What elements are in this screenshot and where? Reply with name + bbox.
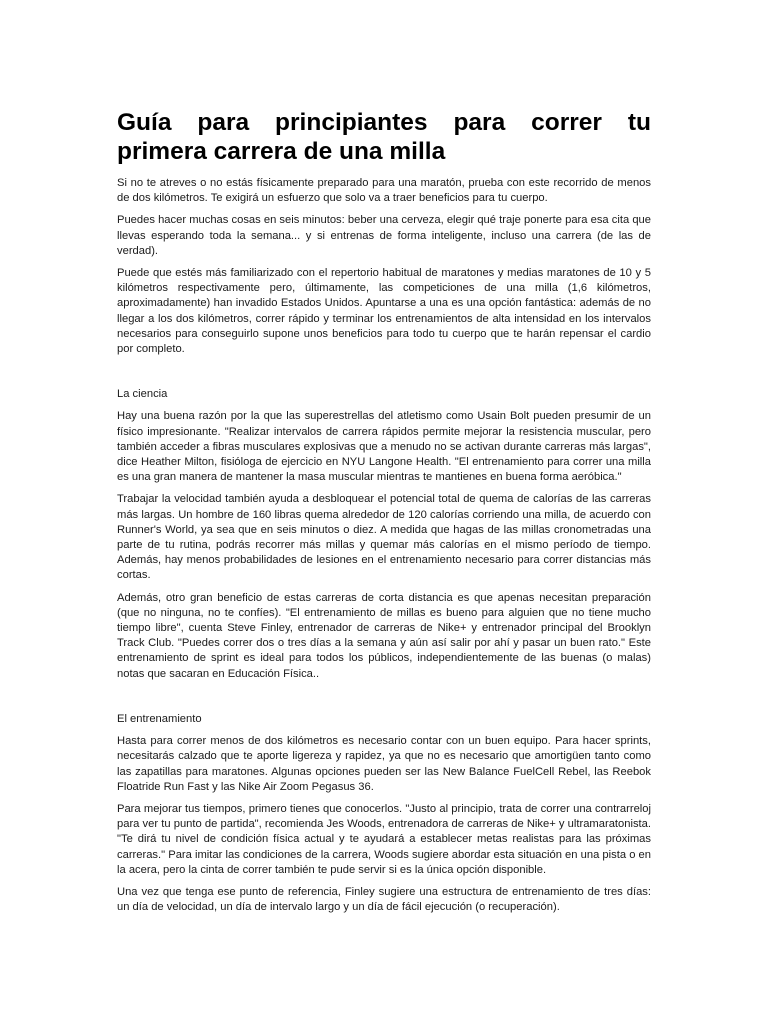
- section-heading-science: La ciencia: [117, 388, 168, 401]
- article-title: Guía para principiantes para correr tu primera carrera de una milla: [117, 109, 651, 165]
- training-paragraph-3: Una vez que tenga ese punto de referencia, Finley sugiere una estructura de entrenamiento de tres días: un día de velocidad, un día de intervalo largo y un día de fácil ejecución (o recuperación).: [117, 885, 651, 914]
- intro-paragraph-3: Puede que estés más familiarizado con el repertorio habitual de maratones y medias maratones de 10 y 5 kilómetros respectivamente pero, últimamente, las competiciones de una milla (1,6 kilómetros, aproximadamente) han invadido Estados Unidos. Apuntarse a una es una opción fantástica: además de no llegar a los dos kilómetros, correr rápido y terminar los entrenamientos de alta intensidad en los intervalos necesarios para conseguirlo supone unos beneficios para todo tu cuerpo que te harán repensar el cardio por completo.: [117, 267, 651, 356]
- science-paragraph-2: Trabajar la velocidad también ayuda a desbloquear el potencial total de quema de calorías de las carreras más largas. Un hombre de 160 libras quema alrededor de 120 calorías corriendo una milla, de acuerdo con Runner's World, ya sea que en seis minutos o diez. A medida que hagas de las millas cronometradas una parte de tu rutina, podrás recorrer más millas y quemar más calorías en el mismo período de tiempo. Además, hay menos probabilidades de lesiones en el entrenamiento necesario para correr distancias más cortas.: [117, 493, 651, 582]
- training-paragraph-1: Hasta para correr menos de dos kilómetros es necesario contar con un buen equipo. Para hacer sprints, necesitarás calzado que te aporte ligereza y rapidez, ya que no es necesario que amortigüen tanto como las zapatillas para maratones. Algunas opciones pueden ser las New Balance FuelCell Rebel, las Reebok Floatride Run Fast y las Nike Air Zoom Pegasus 36.: [117, 735, 651, 793]
- section-heading-training: El entrenamiento: [117, 712, 202, 725]
- training-paragraph-2: Para mejorar tus tiempos, primero tienes que conocerlos. "Justo al principio, trata de correr una contrarreloj para ver tu punto de partida", recomienda Jes Woods, entrenadora de carreras de Nike+ y ultramaratonista. "Te dirá tu nivel de condición física actual y te ayudará a establecer metas realistas para las próximas carreras." Para imitar las condiciones de la carrera, Woods sugiere abordar esta situación en una pista o en la acera, pero la cinta de correr también te pude servir si es la única opción disponible.: [117, 802, 651, 876]
- science-paragraph-1: Hay una buena razón por la que las superestrellas del atletismo como Usain Bolt pueden presumir de un físico impresionante. "Realizar intervalos de carrera rápidos permite mejorar la resistencia muscular, pero también acceder a fibras musculares explosivas que a menudo no se activan durante carreras más largas", dice Heather Milton, fisióloga de ejercicio en NYU Langone Health. "El entrenamiento para correr una milla es una gran manera de mantener la masa muscular mientras te mantienes en buena forma aeróbica.": [117, 410, 651, 484]
- science-paragraph-3: Además, otro gran beneficio de estas carreras de corta distancia es que apenas necesitan preparación (que no ninguna, no te confíes). "El entrenamiento de millas es bueno para alguien que no tiene mucho tiempo libre", cuenta Steve Finley, entrenador de carreras de Nike+ y entrenador principal del Brooklyn Track Club. "Puedes correr dos o tres días a la semana y aún así salir por ahí y pasar un buen rato." Este entrenamiento de sprint es ideal para todos los públicos, independientemente de las buenas (o malas) notas que sacaran en Educación Física..: [117, 591, 651, 680]
- intro-paragraph-1: Si no te atreves o no estás físicamente preparado para una maratón, prueba con este recorrido de menos de dos kilómetros. Te exigirá un esfuerzo que solo va a traer beneficios para tu cuerpo.: [117, 177, 651, 205]
- intro-paragraph-2: Puedes hacer muchas cosas en seis minutos: beber una cerveza, elegir qué traje ponerte para esa cita que llevas esperando toda la semana... y si entrenas de forma inteligente, incluso una carrera (de las de verdad).: [117, 214, 651, 257]
- document-page: [117, 108, 651, 922]
